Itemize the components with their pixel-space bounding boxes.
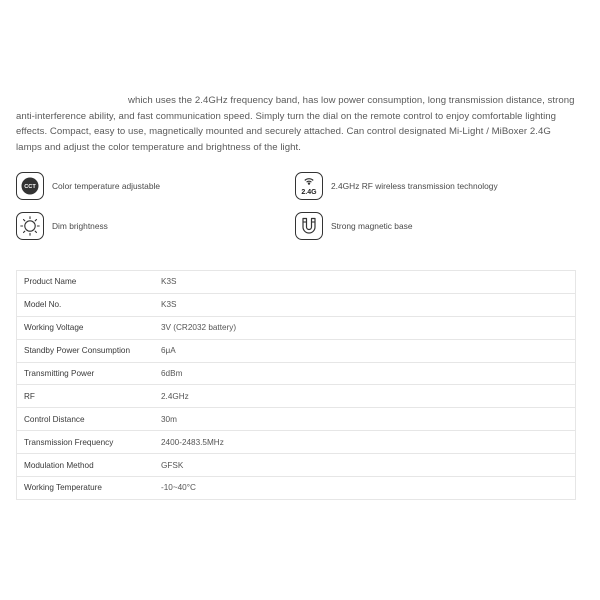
spec-name: Product Name	[17, 271, 162, 294]
spec-value: 6μA	[161, 339, 576, 362]
wireless-icon-text: 2.4G	[301, 189, 317, 196]
spec-value: K3S	[161, 271, 576, 294]
table-row	[17, 339, 576, 362]
table-row	[17, 316, 576, 339]
cct-icon	[16, 172, 44, 200]
table-row	[17, 477, 576, 500]
spec-name: Modulation Method	[17, 454, 162, 477]
table-row	[17, 385, 576, 408]
spec-value: 6dBm	[161, 362, 576, 385]
feature-wireless	[295, 172, 498, 200]
spec-value: 30m	[161, 408, 576, 431]
spec-name: Transmission Frequency	[17, 431, 162, 454]
table-row	[17, 454, 576, 477]
spec-name: Control Distance	[17, 408, 162, 431]
brightness-icon	[16, 212, 44, 240]
spec-name: RF	[17, 385, 162, 408]
spec-value: GFSK	[161, 454, 576, 477]
table-row	[17, 408, 576, 431]
spec-name: Working Voltage	[17, 316, 162, 339]
table-row	[17, 431, 576, 454]
table-row	[17, 362, 576, 385]
spec-name: Working Temperature	[17, 477, 162, 500]
spec-value: 2400-2483.5MHz	[161, 431, 576, 454]
table-row	[17, 293, 576, 316]
wireless-2-4g-icon	[295, 172, 323, 200]
spec-name: Transmitting Power	[17, 362, 162, 385]
intro-text: which uses the 2.4GHz frequency band, has low power consumption, long transmission distance, strong anti-interference ability, and fast communication speed. Simply turn the dial on the remote control to enjoy comfortable lighting effects. Compact, easy to use, magnetically mounted and securely attached. Can control designated Mi-Light / MiBoxer 2.4G lamps and adjust the color temperature and brightness of the light.	[16, 95, 575, 153]
spec-table	[16, 270, 576, 500]
intro-paragraph	[16, 93, 576, 155]
spec-value: -10~40°C	[161, 477, 576, 500]
spec-value: 3V (CR2032 battery)	[161, 316, 576, 339]
feature-brightness	[16, 212, 108, 240]
feature-label: Color temperature adjustable	[52, 181, 161, 191]
feature-label: Strong magnetic base	[331, 221, 413, 231]
spec-value: K3S	[161, 293, 576, 316]
spec-value: 2.4GHz	[161, 385, 576, 408]
feature-label: 2.4GHz RF wireless transmission technology	[331, 181, 498, 191]
cct-icon-text: CCT	[24, 184, 36, 191]
feature-cct	[16, 172, 160, 200]
feature-label: Dim brightness	[52, 221, 108, 231]
magnet-icon	[295, 212, 323, 240]
spec-name: Model No.	[17, 293, 162, 316]
table-row	[17, 271, 576, 294]
spec-name: Standby Power Consumption	[17, 339, 162, 362]
feature-magnet	[295, 212, 412, 240]
